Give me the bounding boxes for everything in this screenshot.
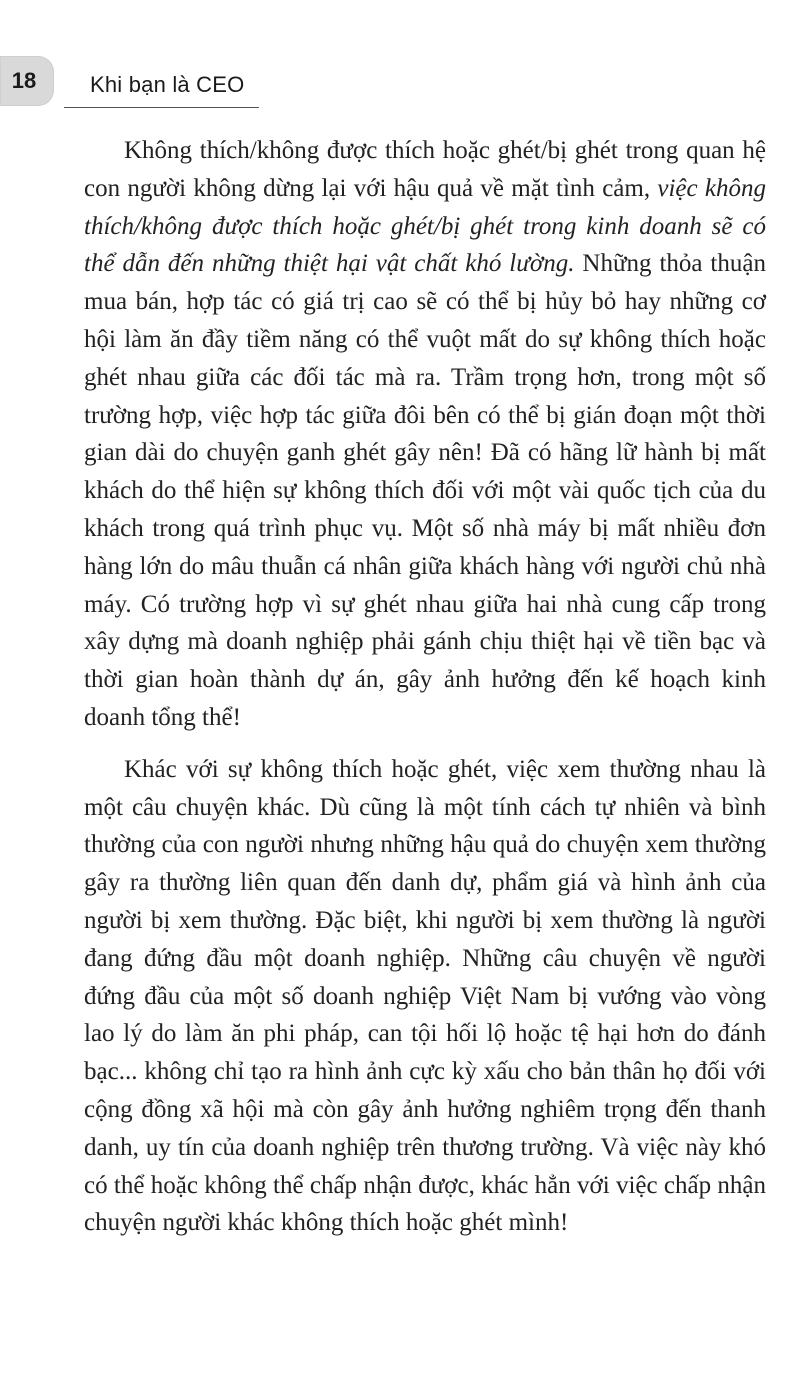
paragraph-1-text-before: Không thích/không được thích hoặc ghét/bị ghét trong quan hệ con người không dừng lại với hậu quả về mặt tình cảm, xyxy=(84,137,766,202)
page-number-tab xyxy=(0,56,54,106)
paragraph-1-italic-emphasis: việc không thích/không được thích hoặc ghét/bị ghét trong kinh doanh sẽ có thể dẫn đến những thiệt hại vật chất khó lường. xyxy=(84,174,766,278)
running-head-title: Khi bạn là CEO xyxy=(90,72,245,97)
header-rule xyxy=(64,107,259,108)
paragraph-1-text-after: Những thỏa thuận mua bán, hợp tác có giá trị cao sẽ có thể bị hủy bỏ hay những cơ hội làm ăn đầy tiềm năng có thể vuột mất do sự không thích hoặc ghét nhau giữa các đối tác mà ra. Trầm trọng hơn, trong một số trường hợp, việc hợp tác giữa đôi bên có thể bị gián đoạn một thời gian dài do chuyện ganh ghét gây nên! Đã có hãng lữ hành bị mất khách do thể hiện sự không thích đối với một vài quốc tịch của du khách trong quá trình phục vụ. Một số nhà máy bị mất nhiều đơn hàng lớn do mâu thuẫn cá nhân giữa khách hàng với người chủ nhà máy. Có trường hợp vì sự ghét nhau giữa hai nhà cung cấp trong xây dựng mà doanh nghiệp phải gánh chịu thiệt hại về tiền bạc và thời gian hoàn thành dự án, gây ảnh hưởng đến kế hoạch kinh doanh tổng thể! xyxy=(84,250,766,731)
paragraph-2: Khác với sự không thích hoặc ghét, việc xem thường nhau là một câu chuyện khác. Dù cũng là một tính cách tự nhiên và bình thường của con người nhưng những hậu quả do chuyện xem thường gây ra thường liên quan đến danh dự, phẩm giá và hình ảnh của người bị xem thường. Đặc biệt, khi người bị xem thường là người đang đứng đầu một doanh nghiệp. Những câu chuyện về người đứng đầu của một số doanh nghiệp Việt Nam bị vướng vào vòng lao lý do làm ăn phi pháp, can tội hối lộ hoặc tệ hại hơn do đánh bạc... không chỉ tạo ra hình ảnh cực kỳ xấu cho bản thân họ đối với cộng đồng xã hội mà còn gây ảnh hưởng nghiêm trọng đến thanh danh, uy tín của doanh nghiệp trên thương trường. Và việc này khó có thể hoặc không thể chấp nhận được, khác hẳn với việc chấp nhận chuyện người khác không thích hoặc ghét mình! xyxy=(84,755,766,1237)
paragraph-1 xyxy=(84,132,766,737)
page-number: 18 xyxy=(11,68,37,93)
body-text xyxy=(84,132,766,1242)
